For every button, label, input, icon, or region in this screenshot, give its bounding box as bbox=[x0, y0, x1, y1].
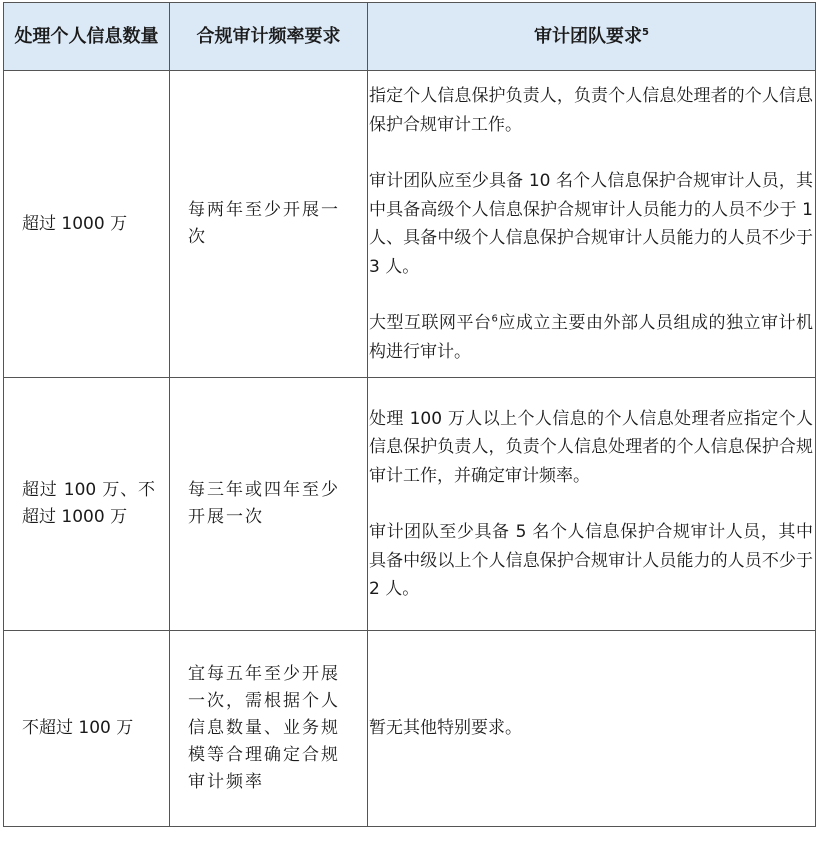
footnote-ref-6: 6 bbox=[491, 313, 498, 325]
team-cell bbox=[368, 378, 816, 631]
volume-cell: 超过 1000 万 bbox=[4, 71, 170, 378]
team-paragraph: 处理 100 万人以上个人信息的个人信息处理者应指定个人信息保护负责人，负责个人信息处理者的个人信息保护合规审计工作，并确定审计频率。 bbox=[369, 408, 813, 486]
volume-cell: 不超过 100 万 bbox=[4, 631, 170, 827]
table-row bbox=[4, 71, 816, 378]
team-paragraph bbox=[369, 309, 813, 366]
team-paragraph: 指定个人信息保护负责人，负责个人信息处理者的个人信息保护合规审计工作。 bbox=[369, 86, 813, 135]
team-paragraph: 审计团队至少具备 5 名个人信息保护合规审计人员，其中具备中级以上个人信息保护合规审计人员能力的人员不少于 2 人。 bbox=[369, 522, 813, 599]
frequency-cell: 每三年或四年至少开展一次 bbox=[170, 378, 368, 631]
header-frequency: 合规审计频率要求 bbox=[170, 3, 368, 71]
table-row bbox=[4, 631, 816, 827]
frequency-cell: 每两年至少开展一次 bbox=[170, 71, 368, 378]
table-row bbox=[4, 378, 816, 631]
footnote-ref-5: 5 bbox=[642, 27, 649, 38]
audit-requirements-table bbox=[3, 2, 816, 827]
team-cell bbox=[368, 631, 816, 827]
header-team-label: 审计团队要求 bbox=[534, 26, 643, 47]
header-team bbox=[368, 3, 816, 71]
team-paragraph-rest: 应成立主要由外部人员组成的独立审计机构进行审计。 bbox=[369, 313, 814, 362]
table-header-row bbox=[4, 3, 816, 71]
frequency-cell: 宜每五年至少开展一次，需根据个人信息数量、业务规模等合理确定合规审计频率 bbox=[170, 631, 368, 827]
header-volume: 处理个人信息数量 bbox=[4, 3, 170, 71]
team-paragraph: 审计团队应至少具备 10 名个人信息保护合规审计人员，其中具备高级个人信息保护合规审计人员能力的人员不少于 1 人、具备中级个人信息保护合规审计人员能力的人员不少于 3 人。 bbox=[369, 171, 813, 277]
team-cell bbox=[368, 71, 816, 378]
volume-cell: 超过 100 万、不超过 1000 万 bbox=[4, 378, 170, 631]
team-paragraph: 暂无其他特别要求。 bbox=[369, 718, 522, 739]
team-paragraph-lead: 大型互联网平台 bbox=[369, 313, 492, 333]
